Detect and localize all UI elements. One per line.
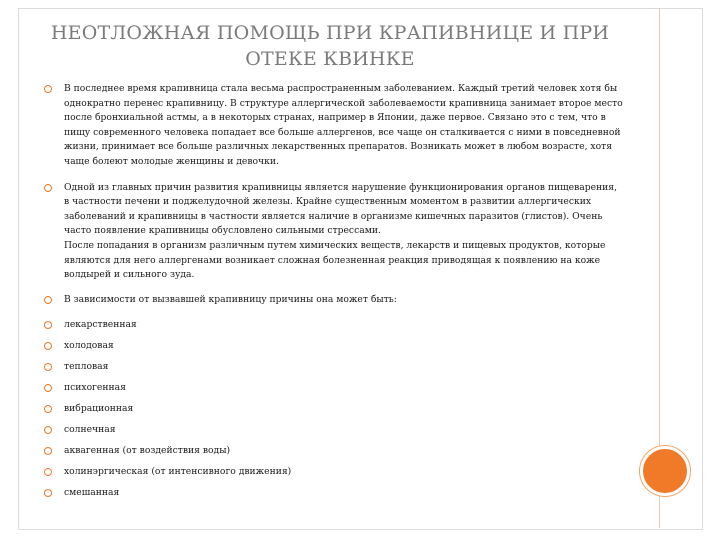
type-label: аквагенная (от воздействия воды): [64, 445, 231, 457]
list-item-type: [44, 402, 624, 423]
list-item-type: [44, 339, 624, 360]
list-item-type: [44, 423, 624, 444]
bullet-ring-icon: [44, 426, 52, 434]
type-label: холодовая: [64, 340, 114, 352]
type-label: лекарственная: [64, 319, 137, 331]
bullet-ring-icon: [44, 184, 52, 192]
list-item-type: [44, 381, 624, 402]
list-item-type: [44, 465, 624, 486]
paragraph-text: После попадания в организм различным путем химических веществ, лекарств и пищевых продуктов, которые являются для него аллергенами возникает сложная болезненная реакция приводящая к появлению на коже волдырей и сильного зуда.: [64, 239, 606, 281]
type-label: вибрационная: [64, 403, 134, 415]
type-label: смешанная: [64, 487, 120, 499]
bullet-ring-icon: [44, 405, 52, 413]
urticaria-types-list: [44, 318, 624, 507]
bullet-ring-icon: [44, 468, 52, 476]
slide-content: [44, 82, 624, 507]
list-item-paragraph-3: [44, 293, 624, 308]
paragraph-text: Одной из главных причин развития крапивницы является нарушение функционирования органов пищеварения, в частности печени и поджелудочной железы. Крайне существенным моментом в развитии аллергических заболеваний и крапивницы в частности является наличие в организме кишечных паразитов (глистов). Очень часто появление крапивницы обусловлено сильными стрессами.: [64, 181, 618, 237]
bullet-ring-icon: [44, 363, 52, 371]
type-label: психогенная: [64, 382, 126, 394]
list-item-type: [44, 444, 624, 465]
list-item-type: [44, 486, 624, 507]
list-item-paragraph-1: [44, 82, 624, 170]
paragraph-text: В зависимости от вызвавшей крапивницу причины она может быть:: [64, 293, 397, 305]
paragraph-text: В последнее время крапивница стала весьма распространенным заболеванием. Каждый третий человек хотя бы однократно перенес крапивницу. В структуре аллергической заболеваемости крапивница занимает второе место после бронхиальной астмы, а в некоторых странах, например в Японии, даже первое. Связано это с тем, что в пищу современного человека попадает все больше аллергенов, все чаще он сталкивается с ними в повседневной жизни, принимает все больше различных лекарственных препаратов. Возникать может в любом возрасте, хотя чаще болеют молодые женщины и девочки.: [64, 83, 623, 167]
bullet-ring-icon: [44, 384, 52, 392]
bullet-ring-icon: [44, 447, 52, 455]
list-item-type: [44, 360, 624, 381]
bullet-ring-icon: [44, 85, 52, 93]
list-item-type: [44, 318, 624, 339]
bullet-ring-icon: [44, 321, 52, 329]
slide-title: НЕОТЛОЖНАЯ ПОМОЩЬ ПРИ КРАПИВНИЦЕ И ПРИ ОТЕКЕ КВИНКЕ: [50, 22, 610, 70]
type-label: тепловая: [64, 361, 109, 373]
decorative-orange-circle: [640, 446, 690, 496]
type-label: холинэргическая (от интенсивного движения): [64, 466, 292, 478]
list-item-paragraph-2: [44, 181, 624, 283]
bullet-ring-icon: [44, 342, 52, 350]
bullet-ring-icon: [44, 489, 52, 497]
type-label: солнечная: [64, 424, 116, 436]
bullet-ring-icon: [44, 296, 52, 304]
